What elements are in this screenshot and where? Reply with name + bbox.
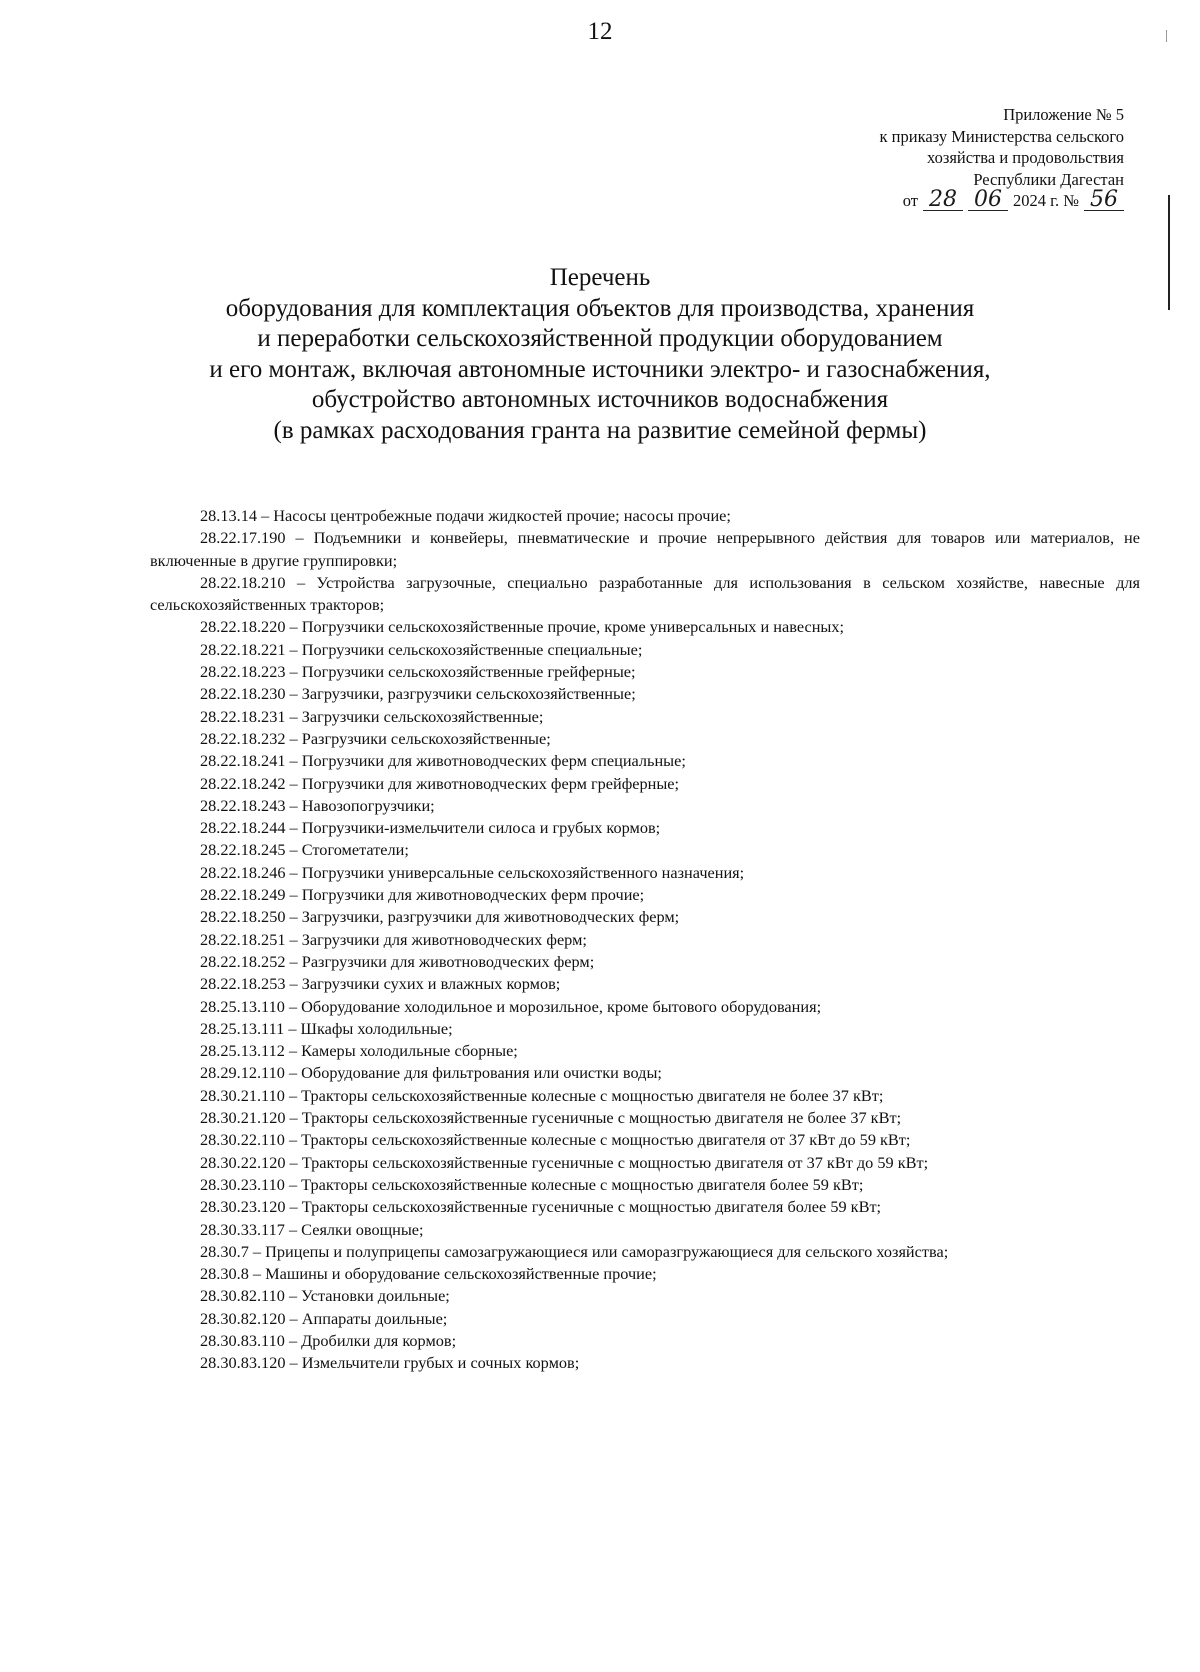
- appendix-line: Республики Дагестан: [973, 169, 1124, 189]
- list-item: 28.22.18.242 – Погрузчики для животноводческих ферм грейферные;: [200, 773, 680, 793]
- list-item: 28.25.13.111 – Шкафы холодильные;: [200, 1018, 453, 1038]
- document-title: [0, 263, 1200, 446]
- scan-edge-mark: [1168, 195, 1170, 310]
- list-item: 28.22.18.252 – Разгрузчики для животноводческих ферм;: [200, 951, 595, 971]
- appendix-line: Приложение № 5: [1003, 105, 1124, 124]
- list-item: 28.22.18.231 – Загрузчики сельскохозяйственные;: [200, 706, 544, 726]
- list-item: 28.22.18.243 – Навозопогрузчики;: [200, 795, 435, 815]
- list-item: 28.25.13.112 – Камеры холодильные сборные;: [200, 1041, 518, 1061]
- list-item: 28.22.18.230 – Загрузчики, разгрузчики сельскохозяйственные;: [200, 684, 636, 704]
- handwritten-month: 06: [968, 190, 1008, 211]
- title-line: (в рамках расходования гранта на развитие семейной фермы): [273, 416, 927, 444]
- appendix-line: хозяйства и продовольствия: [926, 148, 1124, 167]
- list-item: 28.25.13.110 – Оборудование холодильное и морозильное, кроме бытового оборудования;: [200, 996, 822, 1016]
- list-item: 28.30.22.110 – Тракторы сельскохозяйственные колесные с мощностью двигателя от 37 кВт до 59 кВт;: [200, 1130, 911, 1150]
- appendix-line: к приказу Министерства сельского: [879, 126, 1124, 146]
- list-item: 28.22.18.220 – Погрузчики сельскохозяйственные прочие, кроме универсальных и навесных;: [200, 617, 845, 637]
- list-item: 28.22.18.241 – Погрузчики для животноводческих ферм специальные;: [200, 751, 686, 771]
- list-item: 28.29.12.110 – Оборудование для фильтрования или очистки воды;: [200, 1063, 662, 1083]
- list-item: 28.30.21.110 – Тракторы сельскохозяйственные колесные с мощностью двигателя не более 37 кВт;: [200, 1085, 884, 1105]
- list-item: 28.30.23.120 – Тракторы сельскохозяйственные гусеничные с мощностью двигателя более 59 кВт;: [200, 1197, 882, 1217]
- title-line: оборудования для комплектация объектов для производства, хранения: [225, 294, 975, 322]
- page-number: 12: [587, 18, 613, 45]
- date-prefix: от: [902, 191, 918, 210]
- list-item: 28.22.18.210 – Устройства загрузочные, специально разработанные для использования в сельском хозяйстве, навесные для сельскохозяйственных тракторов;: [150, 572, 1140, 615]
- list-item: 28.30.7 – Прицепы и полуприцепы самозагружающиеся или саморазгружающиеся для сельского хозяйства;: [200, 1241, 949, 1261]
- handwritten-day: 28: [923, 190, 963, 211]
- list-item: 28.22.18.223 – Погрузчики сельскохозяйственные грейферные;: [200, 662, 636, 682]
- list-item: 28.30.22.120 – Тракторы сельскохозяйственные гусеничные с мощностью двигателя от 37 кВт до 59 кВт;: [200, 1152, 929, 1172]
- list-item: 28.30.8 – Машины и оборудование сельскохозяйственные прочие;: [200, 1264, 657, 1284]
- order-date-line: [880, 187, 1124, 212]
- handwritten-order-number: 56: [1084, 190, 1124, 211]
- list-item: 28.22.18.221 – Погрузчики сельскохозяйственные специальные;: [200, 639, 643, 659]
- list-item: 28.30.82.110 – Установки доильные;: [200, 1286, 450, 1306]
- list-item: 28.22.18.249 – Погрузчики для животноводческих ферм прочие;: [200, 885, 645, 905]
- date-year: 2024 г. №: [1012, 191, 1079, 210]
- list-item: 28.30.33.117 – Сеялки овощные;: [200, 1219, 424, 1239]
- list-item: 28.30.82.120 – Аппараты доильные;: [200, 1308, 448, 1328]
- title-line: и переработки сельскохозяйственной продукции оборудованием: [257, 325, 943, 352]
- list-item: 28.22.18.246 – Погрузчики универсальные сельскохозяйственного назначения;: [200, 862, 745, 882]
- title-line: и его монтаж, включая автономные источники электро- и газоснабжения,: [209, 355, 991, 383]
- list-item: 28.30.83.110 – Дробилки для кормов;: [200, 1330, 457, 1350]
- list-item: 28.30.23.110 – Тракторы сельскохозяйственные колесные с мощностью двигателя более 59 кВт;: [200, 1174, 864, 1194]
- list-item: 28.22.18.232 – Разгрузчики сельскохозяйственные;: [200, 728, 551, 748]
- title-heading: Перечень: [549, 264, 651, 291]
- list-item: 28.22.18.251 – Загрузчики для животноводческих ферм;: [200, 929, 587, 949]
- equipment-list: [150, 505, 1140, 1375]
- list-item: 28.22.18.253 – Загрузчики сухих и влажных кормов;: [200, 974, 561, 994]
- list-item: 28.13.14 – Насосы центробежные подачи жидкостей прочие; насосы прочие;: [200, 506, 731, 525]
- list-item: 28.22.18.250 – Загрузчики, разгрузчики для животноводческих ферм;: [200, 907, 680, 927]
- list-item: 28.30.21.120 – Тракторы сельскохозяйственные гусеничные с мощностью двигателя не более 37 кВт;: [200, 1108, 902, 1128]
- title-line: обустройство автономных источников водоснабжения: [311, 386, 889, 413]
- list-item: 28.22.18.244 – Погрузчики-измельчители силоса и грубых кормов;: [200, 818, 661, 838]
- list-item: 28.22.18.245 – Стогометатели;: [200, 840, 409, 860]
- list-item: 28.22.17.190 – Подъемники и конвейеры, пневматические и прочие непрерывного действия для товаров или материалов, не включенные в другие группировки;: [150, 528, 1140, 570]
- list-item: 28.30.83.120 – Измельчители грубых и сочных кормов;: [200, 1353, 580, 1373]
- appendix-header: [880, 104, 1124, 212]
- scan-edge-mark: [1166, 30, 1167, 42]
